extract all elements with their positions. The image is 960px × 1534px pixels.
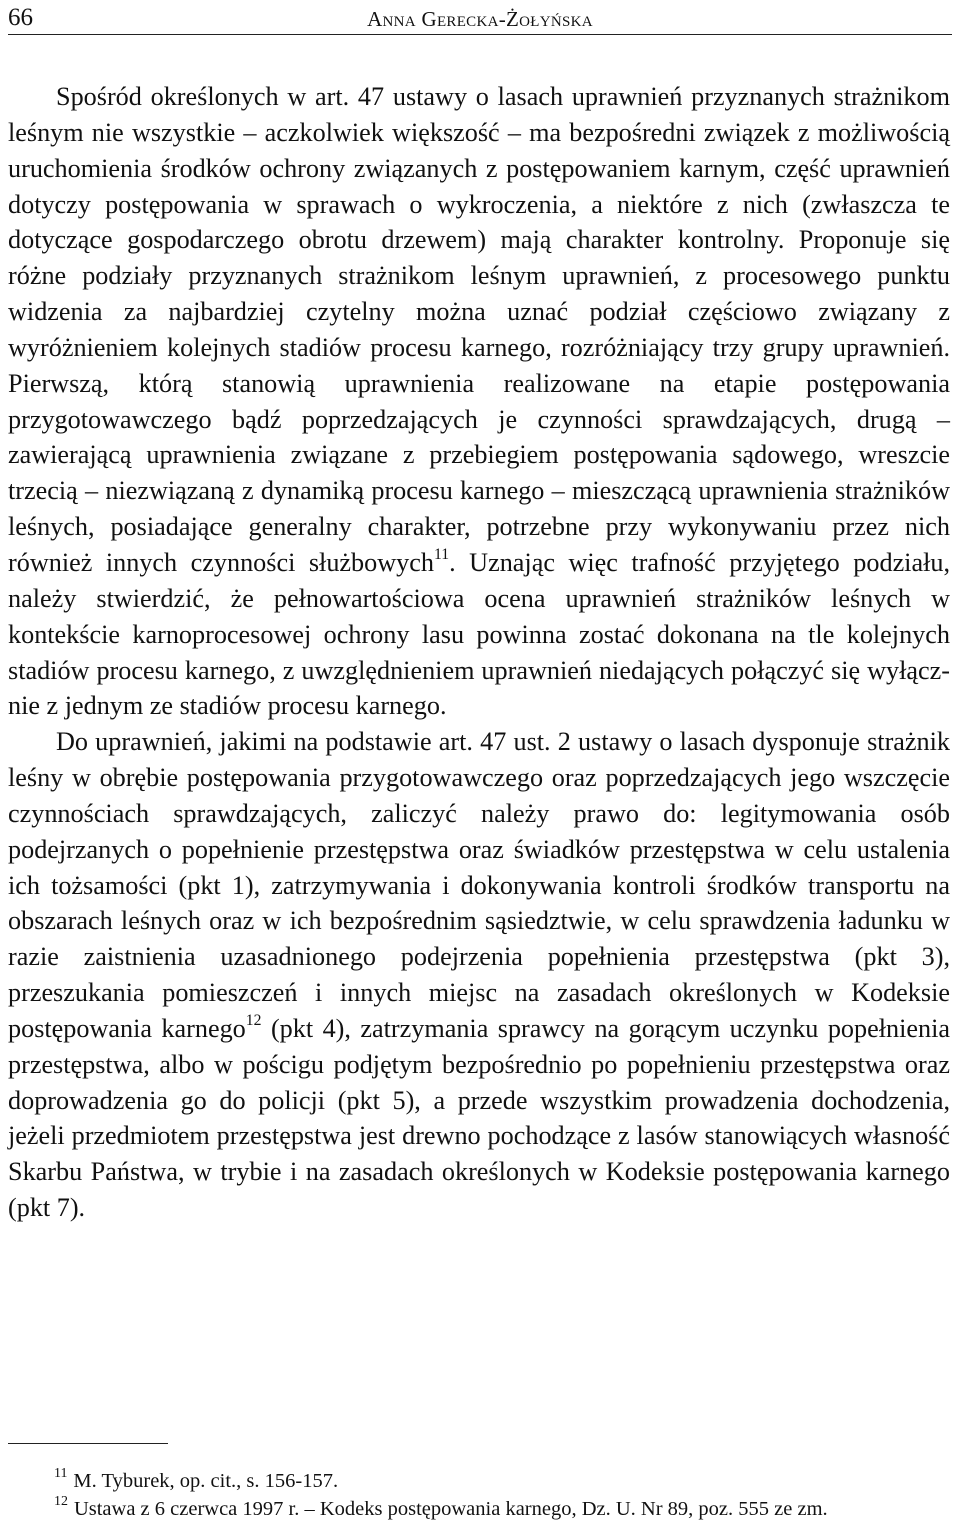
footnote-text: M. Tyburek, op. cit., s. 156-157. xyxy=(73,1470,339,1492)
footnote-ref-11: 11 xyxy=(433,546,450,564)
paragraph-2-text-b: (pkt 4), zatrzymania sprawcy na gorącym uczynku popełnienia przestępstwa, albo w pościgu podjętym bezpośrednio po popełnieniu przestępstwa oraz doprowadzenia go do policji (pkt 5), a przede wszystkim prowadzenia dochodzenia, jeżeli przedmiotem przestępstwa jest drewno pochodzące z lasów stanowiących własność Skarbu Państwa, w trybie i na zasadach określonych w Kodeksie postępowania karnego (pkt 7). xyxy=(8,1013,950,1223)
footnotes xyxy=(8,1467,950,1523)
paragraph-2-text-a: Do uprawnień, jakimi na podstawie art. 47 ust. 2 ustawy o lasach dysponuje strażnik leśny w obrębie postępowania przygotowawczego oraz poprzedzających jego wszczęcie czynnościach sprawdzających, zaliczyć należy prawo do: legitymowania osób podejrzanych o popełnienie przestępstwa oraz świadków przestępstwa w celu ustalenia ich tożsamości (pkt 1), zatrzymywania i dokonywania kontroli środków transportu na obszarach leśnych oraz w ich bezpośrednim sąsiedztwie, w celu sprawdzenia ładunku w razie zaistnienia uzasadnionego podejrzenia popełnienia przestępstwa (pkt 3), przeszukania pomieszczeń i innych miejsc na zasadach określonych w Kodeksie postępowania karnego xyxy=(8,727,950,1043)
page-header xyxy=(8,4,952,35)
running-head-author: Anna Gerecka-Żołyńska xyxy=(367,7,593,31)
footnote-11 xyxy=(8,1467,950,1495)
footnote-number: 11 xyxy=(54,1465,68,1481)
main-text xyxy=(8,79,950,1226)
paragraph-1 xyxy=(8,79,950,724)
footnote-number: 12 xyxy=(54,1493,68,1509)
footnote-ref-12: 12 xyxy=(245,1012,262,1030)
footnote-text: Ustawa z 6 czerwca 1997 r. – Kodeks postępowania karnego, Dz. U. Nr 89, poz. 555 ze zm. xyxy=(73,1498,828,1520)
footnote-separator xyxy=(8,1443,168,1444)
paragraph-1-text-b: . Uznając więc trafność przyjętego podziału, należy stwierdzić, że pełnowartościowa ocena uprawnień strażników leśnych w kontekście karnoprocesowej ochrony lasu powinna zostać dokonana na tle kolejnych stadiów procesu karnego, z uwzględnieniem uprawnień niedających połączyć się wyłącznie z jednym ze stadiów procesu karnego. xyxy=(8,547,951,721)
paragraph-2 xyxy=(8,724,950,1226)
footnote-12 xyxy=(8,1495,950,1523)
paragraph-1-text-a: Spośród określonych w art. 47 ustawy o lasach uprawnień przyznanych strażnikom leśnym nie wszystkie – aczkolwiek większość – ma bezpośredni związek z możliwością uruchomienia środków ochrony związanych z postępowaniem karnym, część uprawnień dotyczy postępowania w sprawach o wykroczenia, a niektóre z nich (zwłaszcza te dotyczące gospodarczego obrotu drzewem) mają charakter kontrolny. Proponuje się różne podziały przyznanych strażnikom leśnym uprawnień, z procesowego punktu widzenia za najbardziej czytelny można uznać podział częściowo związany z wyróżnieniem kolejnych stadiów procesu karnego, rozróżniający trzy grupy uprawnień. Pierwszą, którą stanowią uprawnienia realizowane na etapie postępowania przygotowawczego bądź poprzedzających je czynności sprawdzających, drugą – zawierającą uprawnienia związane z przebiegiem postępowania sądowego, wreszcie trzecią – niezwiązaną z dynamiką procesu karnego – mieszczącą uprawnienia strażników leśnych, posiadające generalny charakter, potrzebne przy wykonywaniu przez nich również innych czynności służbowych xyxy=(8,82,950,577)
page-number: 66 xyxy=(8,4,33,31)
